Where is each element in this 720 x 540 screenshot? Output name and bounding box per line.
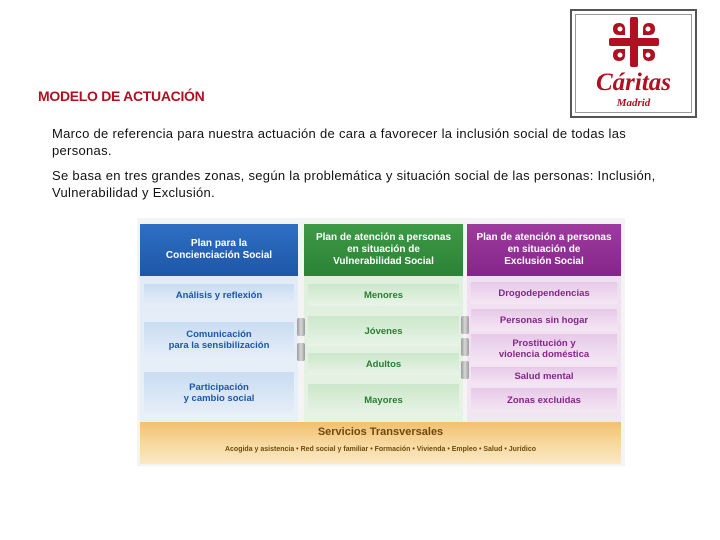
intervention-model-diagram: [137, 218, 625, 466]
item-elderly: Mayores: [308, 384, 459, 416]
connector-arrow: [297, 343, 305, 361]
connector-arrow: [297, 318, 305, 336]
column-header-awareness: Plan para la Concienciación Social: [140, 224, 298, 276]
item-analysis: Análisis y reflexión: [144, 284, 294, 306]
column-header-exclusion: Plan de atención a personas en situación de Exclusión Social: [467, 224, 621, 276]
connector-arrow: [461, 316, 469, 334]
item-drug-addiction: Drogodependencias: [471, 282, 617, 304]
intro-paragraph: Marco de referencia para nuestra actuación de cara a favorecer la inclusión social de todas las personas.: [52, 126, 627, 158]
caritas-logo: [570, 9, 697, 118]
logo-name: Cáritas: [595, 69, 672, 96]
logo-city: Madrid: [616, 97, 651, 109]
item-communication: Comunicación para la sensibilización: [144, 322, 294, 358]
item-participation: Participación y cambio social: [144, 372, 294, 414]
item-adults: Adultos: [308, 353, 459, 375]
item-prostitution-violence: Prostitución y violencia doméstica: [471, 334, 617, 364]
transversal-services-bar: [140, 422, 621, 464]
column-header-vulnerability: Plan de atención a personas en situación de Vulnerabilidad Social: [304, 224, 463, 276]
caritas-cross-icon: [609, 17, 659, 67]
connector-arrow: [461, 338, 469, 356]
services-list: Acogida y asistencia • Red social y familiar • Formación • Vivienda • Empleo • Salud • Jurídico: [224, 446, 536, 453]
item-minors: Menores: [308, 284, 459, 306]
column-exclusion: [467, 224, 621, 430]
connector-arrow: [461, 361, 469, 379]
item-youth: Jóvenes: [308, 316, 459, 346]
item-mental-health: Salud mental: [471, 367, 617, 385]
page-title: MODELO DE ACTUACIÓN: [38, 88, 205, 104]
item-excluded-zones: Zonas excluidas: [471, 388, 617, 412]
column-vulnerability: [304, 224, 463, 430]
item-homeless: Personas sin hogar: [471, 309, 617, 331]
services-title: Servicios Transversales: [317, 426, 444, 438]
zones-paragraph: Se basa en tres grandes zonas, según la problemática y situación social de las personas: Inclusión, Vulnerabilidad y Exclusión.: [52, 168, 656, 200]
column-awareness: [140, 224, 298, 430]
